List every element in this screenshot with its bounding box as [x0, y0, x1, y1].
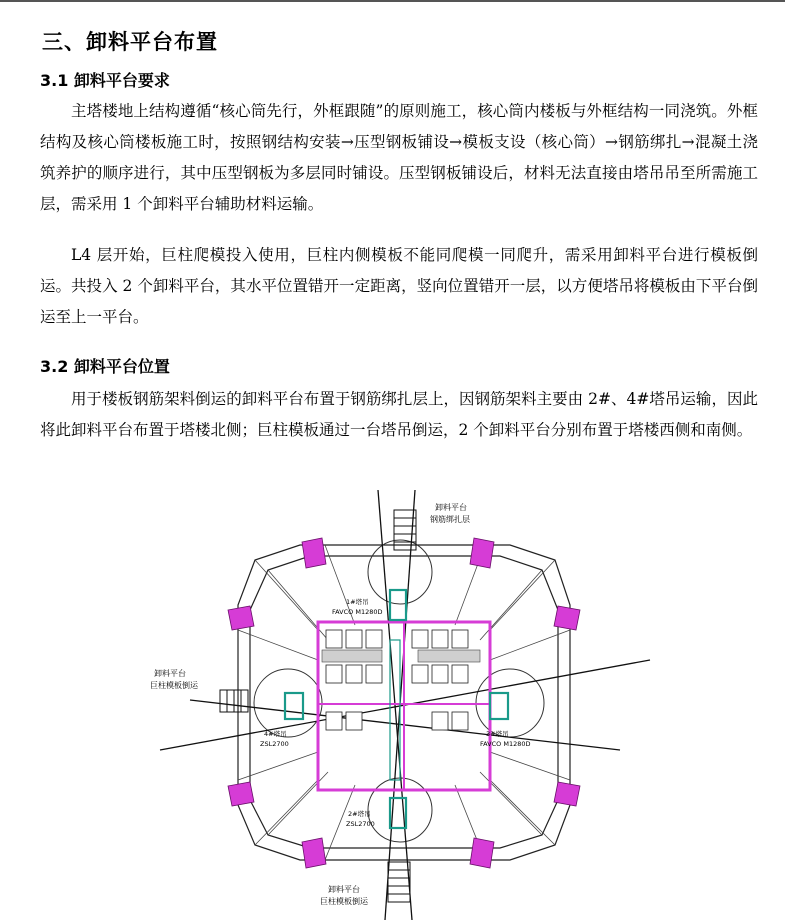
- crane-south-model: ZSL2700: [346, 820, 375, 828]
- crane-north-name: 1#塔吊: [346, 598, 369, 606]
- crane-east-model: FAVCO M1280D: [480, 740, 531, 748]
- crane-south-name: 2#塔吊: [348, 810, 371, 818]
- crane-circles: [254, 540, 544, 842]
- top-rule: [0, 0, 785, 2]
- label-south-line1: 卸料平台: [328, 885, 360, 894]
- crane-west-name: 4#塔吊: [264, 730, 287, 738]
- label-north-line1: 卸料平台: [435, 503, 467, 512]
- platform-layout-drawing: [150, 490, 660, 920]
- core-tube: [318, 622, 490, 790]
- subsection-title-3-1: 3.1 卸料平台要求: [40, 71, 170, 90]
- paragraph-1: 主塔楼地上结构遵循“核心筒先行，外框跟随”的原则施工，核心筒内楼板与外框结构一同浇筑。外框结构及核心筒楼板施工时，按照钢结构安装→压型钢板铺设→模板支设（核心筒）→钢筋绑扎→混凝土浇筑养护的顺序进行，其中压型钢板为多层同时铺设。压型钢板铺设后，材料无法直接由塔吊吊至所需施工层，需采用 1 个卸料平台辅助材料运输。: [40, 102, 758, 213]
- crane-west-model: ZSL2700: [260, 740, 289, 748]
- label-south-line2: 巨柱模板倒运: [320, 897, 368, 906]
- subsection-title-3-2: 3.2 卸料平台位置: [40, 357, 170, 376]
- paragraph-3: 用于楼板钢筋架料倒运的卸料平台布置于钢筋绑扎层上，因钢筋架料主要由 2#、4#塔吊运输，因此将此卸料平台布置于塔楼北侧；巨柱模板通过一台塔吊倒运，2 个卸料平台分别布置于塔楼西侧和南侧。: [40, 390, 758, 439]
- label-west-line2: 巨柱模板倒运: [150, 681, 198, 690]
- crane-east-name: 3#塔吊: [486, 730, 509, 738]
- label-west-line1: 卸料平台: [154, 669, 186, 678]
- section-title: 三、卸料平台布置: [42, 30, 218, 54]
- paragraph-2: L4 层开始，巨柱爬模投入使用，巨柱内侧模板不能同爬模一同爬升，需采用卸料平台进行模板倒运。共投入 2 个卸料平台，其水平位置错开一定距离，竖向位置错开一层，以方便塔吊将模板由下平台倒运至上一平台。: [40, 246, 758, 326]
- label-north-line2: 钢筋绑扎层: [430, 515, 470, 524]
- crane-north-model: FAVCO M1280D: [332, 608, 383, 616]
